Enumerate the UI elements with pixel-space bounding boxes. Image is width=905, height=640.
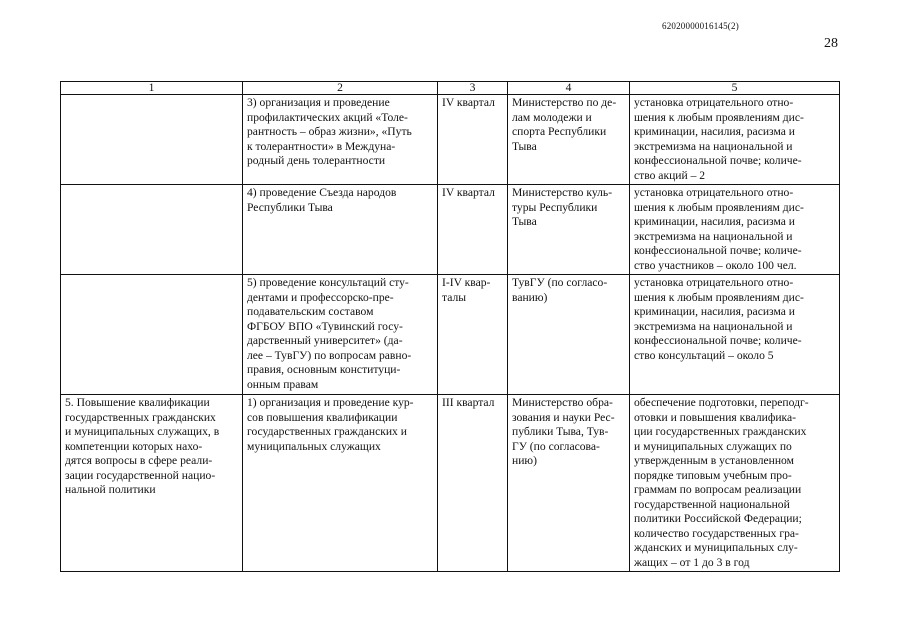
action-cell: 3) организация и проведение профилактических акций «Толе- рантность – образ жизни», «Путь к толерантности» в Междуна- родный день толерантности — [243, 95, 438, 185]
plan-table — [60, 81, 840, 572]
term-cell: III квартал — [438, 395, 508, 572]
table-row — [61, 395, 840, 572]
result-cell: установка отрицательного отно- шения к любым проявлениям дис- криминации, насилия, расизма и экстремизма на национальной и конфессиональной почве; количе- ство акций – 2 — [630, 95, 840, 185]
goal-cell — [61, 185, 243, 275]
page-number: 28 — [824, 36, 838, 51]
column-number: 3 — [438, 82, 508, 95]
table-row — [61, 95, 840, 185]
column-number: 2 — [243, 82, 438, 95]
column-number: 1 — [61, 82, 243, 95]
action-cell: 1) организация и проведение кур- сов повышения квалификации государственных гражданских и муниципальных служащих — [243, 395, 438, 572]
result-cell: установка отрицательного отно- шения к любым проявлениям дис- криминации, насилия, расизма и экстремизма на национальной и конфессиональной почве; количе- ство участников – около 100 чел. — [630, 185, 840, 275]
executor-cell: Министерство обра- зования и науки Рес- публики Тыва, Тув- ГУ (по согласова- нию) — [508, 395, 630, 572]
column-number: 5 — [630, 82, 840, 95]
term-cell: IV квартал — [438, 95, 508, 185]
table-row — [61, 185, 840, 275]
table-row — [61, 275, 840, 395]
executor-cell: Министерство куль- туры Республики Тыва — [508, 185, 630, 275]
document-code: 62020000016145(2) — [662, 21, 739, 31]
action-cell: 4) проведение Съезда народов Республики Тыва — [243, 185, 438, 275]
executor-cell: ТувГУ (по согласо- ванию) — [508, 275, 630, 395]
action-cell: 5) проведение консультаций сту- дентами и профессорско-пре- подавательским составом ФГБОУ ВПО «Тувинский госу- дарственный университет» (да- лее – ТувГУ) по вопросам равно- правия, основным конституци- онным правам — [243, 275, 438, 395]
goal-cell — [61, 275, 243, 395]
term-cell: IV квартал — [438, 185, 508, 275]
executor-cell: Министерство по де- лам молодежи и спорта Республики Тыва — [508, 95, 630, 185]
term-cell: I-IV квар- талы — [438, 275, 508, 395]
goal-cell: 5. Повышение квалификации государственных гражданских и муниципальных служащих, в компетенции которых нахо- дятся вопросы в сфере реали- зации государственной нацио- нальной политики — [61, 395, 243, 572]
column-number: 4 — [508, 82, 630, 95]
goal-cell — [61, 95, 243, 185]
result-cell: установка отрицательного отно- шения к любым проявлениям дис- криминации, насилия, расизма и экстремизма на национальной и конфессиональной почве; количе- ство консультаций – около 5 — [630, 275, 840, 395]
column-number-row — [61, 82, 840, 95]
result-cell: обеспечение подготовки, переподг- отовки и повышения квалифика- ции государственных гражданских и муниципальных служащих по утвержденным в установленном порядке типовым учебным про- граммам по вопросам реализации государственной национальной политики Российской Федерации; количество государственных гра- жданских и муниципальных слу- жащих – от 1 до 3 в год — [630, 395, 840, 572]
